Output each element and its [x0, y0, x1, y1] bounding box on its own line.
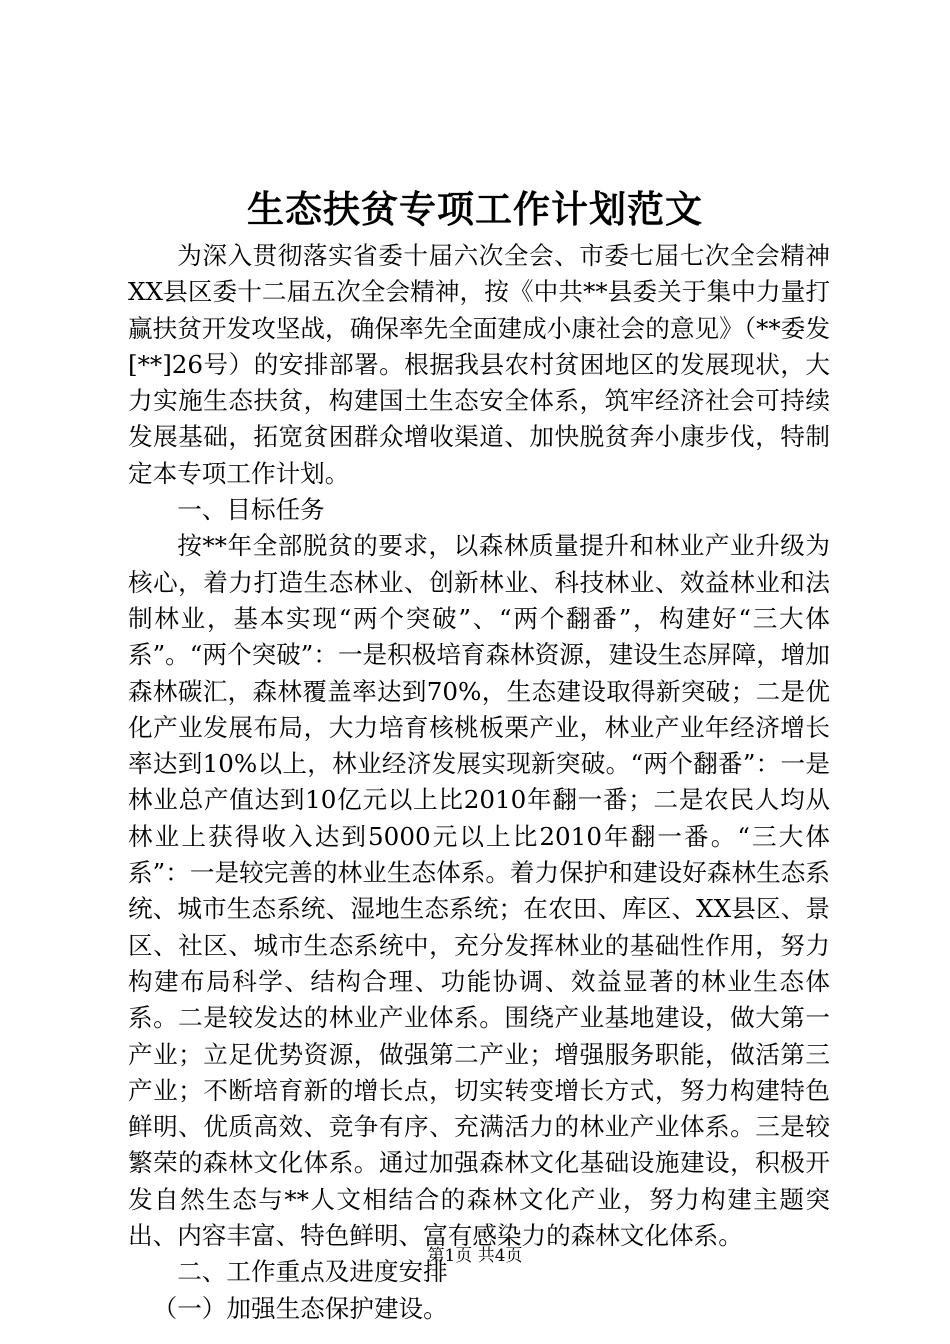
section-heading-work-focus: 二、工作重点及进度安排: [177, 1257, 448, 1287]
document-title: 生态扶贫专项工作计划范文: [247, 187, 703, 231]
section-heading-goals: 一、目标任务: [177, 495, 325, 525]
document-body: [128, 238, 830, 1327]
intro-paragraph: 为深入贯彻落实省委十届六次全会、市委七届七次全会精神XX县区委十二届五次全会精神，按《中共**县委关于集中力量打赢扶贫开发攻坚战，确保率先全面建成小康社会的意见》（**委发[**]26号）的安排部署。根据我县农村贫困地区的发展现状，大力实施生态扶贫，构建国土生态安全体系，筑牢经济社会可持续发展基础，拓宽贫困群众增收渠道、加快脱贫奔小康步伐，特制定本专项工作计划。: [128, 241, 830, 488]
subsection-heading-ecological-protection: （一）加强生态保护建设。: [152, 1293, 448, 1323]
page-footer: 第1页 共4页: [427, 1246, 523, 1266]
goals-paragraph: 按**年全部脱贫的要求，以森林质量提升和林业产业升级为核心，着力打造生态林业、创新林业、科技林业、效益林业和法制林业，基本实现“两个突破”、“两个翻番”，构建好“三大体系”。“两个突破”：一是积极培育森林资源，建设生态屏障，增加森林碳汇，森林覆盖率达到70%，生态建设取得新突破；二是优化产业发展布局，大力培育核桃板栗产业，林业产业年经济增长率达到10%以上，林业经济发展实现新突破。“两个翻番”：一是林业总产值达到10亿元以上比2010年翻一番；二是农民人均从林业上获得收入达到5000元以上比2010年翻一番。“三大体系”：一是较完善的林业生态体系。着力保护和建设好森林生态系统、城市生态系统、湿地生态系统；在农田、库区、XX县区、景区、社区、城市生态系统中，充分发挥林业的基础性作用，努力构建布局科学、结构合理、功能协调、效益显著的林业生态体系。二是较发达的林业产业体系。围绕产业基地建设，做大第一产业；立足优势资源，做强第二产业；增强服务职能，做活第三产业；不断培育新的增长点，切实转变增长方式，努力构建特色鲜明、优质高效、竞争有序、充满活力的林业产业体系。三是较繁荣的森林文化体系。通过加强森林文化基础设施建设，积极开发自然生态与**人文相结合的森林文化产业，努力构建主题突出、内容丰富、特色鲜明、富有感染力的森林文化体系。: [128, 531, 830, 1251]
